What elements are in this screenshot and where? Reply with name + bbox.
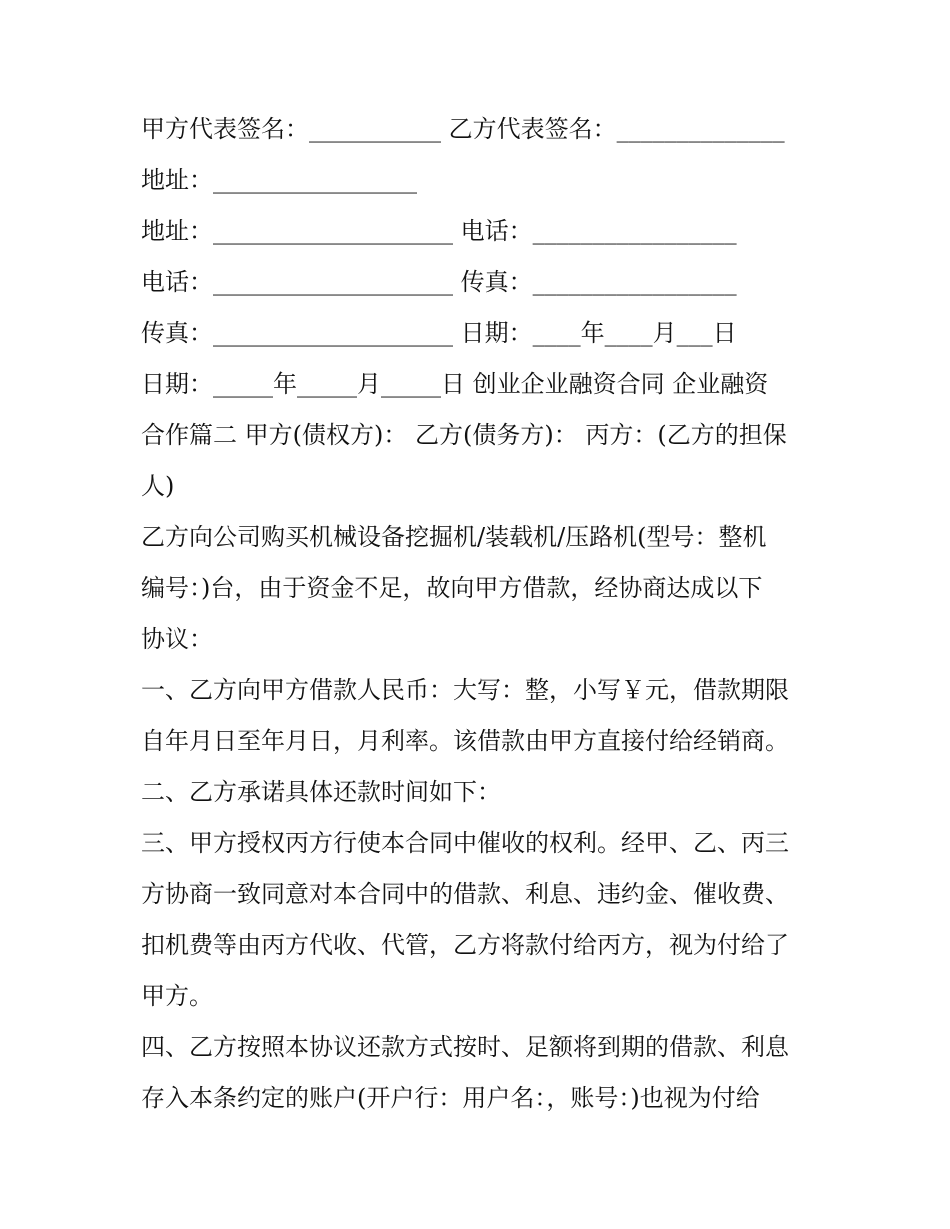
purchase-line-1: 乙方向公司购买机械设备挖掘机/装载机/压路机(型号：整机 [141,523,767,551]
phone-fax-line: 电话：____________________ 传真：_________________ [141,268,737,296]
clause-4-line-1: 四、乙方按照本协议还款方式按时、足额将到期的借款、利息 [141,1033,789,1061]
clause-1-line-2: 自年月日至年月日，月利率。该借款由甲方直接付给经销商。 [141,727,789,755]
clause-3-line-1: 三、甲方授权丙方行使本合同中催收的权利。经甲、乙、丙三 [141,829,789,857]
date-title-line: 日期：_____年_____月_____日 创业企业融资合同 企业融资 [141,370,769,398]
address-line-1: 地址：_________________ [141,166,417,194]
clause-1-line-1: 一、乙方向甲方借款人民币：大写：整，小写￥元，借款期限 [141,676,789,704]
clause-2-line: 二、乙方承诺具体还款时间如下： [141,778,501,806]
fax-date-line: 传真：____________________ 日期：____年____月___日 [141,319,737,347]
parties-line: 合作篇二 甲方(债权方)： 乙方(债务方)： 丙方：(乙方的担保 [141,421,787,449]
agreement-intro: 协议： [141,625,213,653]
clause-3-line-4: 甲方。 [141,982,213,1010]
signature-line: 甲方代表签名：___________ 乙方代表签名：______________ [141,115,785,143]
address-phone-line: 地址：____________________ 电话：_________________ [141,217,737,245]
clause-3-line-2: 方协商一致同意对本合同中的借款、利息、违约金、催收费、 [141,880,789,908]
clause-3-line-3: 扣机费等由丙方代收、代管，乙方将款付给丙方，视为付给了 [141,931,789,959]
purchase-line-2: 编号：)台，由于资金不足，故向甲方借款，经协商达成以下 [141,574,763,602]
clause-4-line-2: 存入本条约定的账户(开户行：用户名：，账号：)也视为付给 [141,1084,760,1112]
contract-text [141,104,811,1124]
parties-line-end: 人) [141,472,175,500]
